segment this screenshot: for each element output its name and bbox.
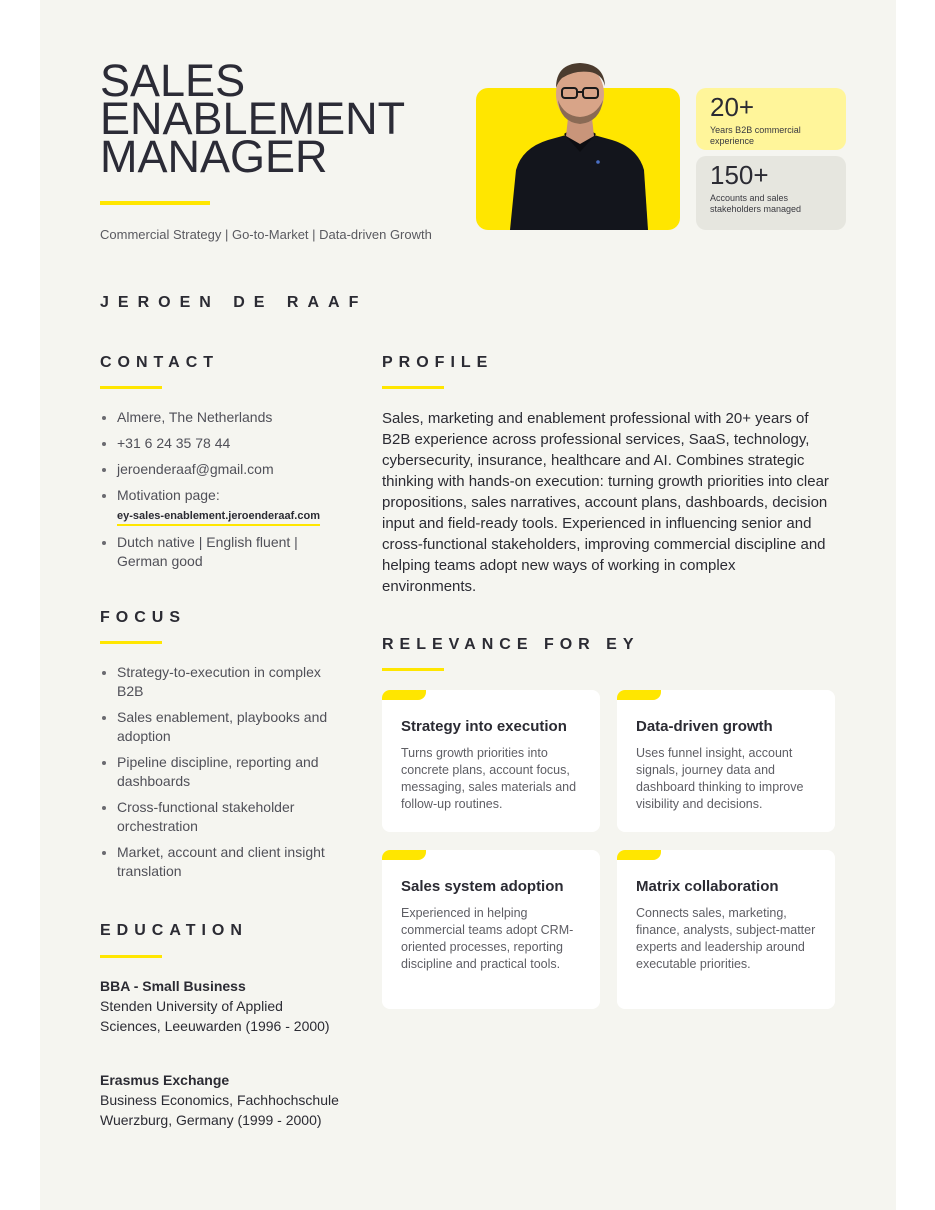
card-title: Data-driven growth xyxy=(636,718,773,735)
focus-heading: FOCUS xyxy=(100,609,186,626)
contact-list xyxy=(100,408,340,578)
candidate-name: JEROEN DE RAAF xyxy=(100,294,368,311)
contact-location: Almere, The Netherlands xyxy=(100,408,340,427)
focus-list xyxy=(100,663,340,888)
stat-number: 20+ xyxy=(710,92,755,122)
contact-heading: CONTACT xyxy=(100,354,220,371)
stat-accounts xyxy=(696,156,846,230)
job-title-line: MANAGER xyxy=(100,131,328,182)
profile-text: Sales, marketing and enablement professional with 20+ years of B2B experience across professional services, SaaS, technology, cybersecurity, insurance, healthcare and AI. Combines strategic thinking with hands-on execution: turning growth priorities into clear propositions, sales narratives, account plans, dashboards, decision input and field-ready tools. Experienced in influencing senior and cross-functional stakeholders, improving commercial discipline and helping teams adopt new ways of working in complex environments. xyxy=(382,410,829,595)
card-accent-tab xyxy=(617,690,661,700)
education-degree: BBA - Small Business xyxy=(100,978,246,994)
focus-item: Pipeline discipline, reporting and dashboards xyxy=(100,753,340,791)
motivation-label: Motivation page: xyxy=(117,487,220,503)
stat-experience xyxy=(696,88,846,150)
card-text: Experienced in helping commercial teams adopt CRM-oriented processes, reporting discipline and practical tools. xyxy=(401,906,574,971)
education-heading: EDUCATION xyxy=(100,922,248,939)
card-text: Turns growth priorities into concrete plans, account focus, messaging, sales materials and follow-up routines. xyxy=(401,746,577,811)
contact-accent-bar xyxy=(100,386,162,389)
motivation-link[interactable]: ey-sales-enablement.jeroenderaaf.com xyxy=(117,510,320,526)
contact-phone: +31 6 24 35 78 44 xyxy=(100,434,340,453)
relevance-accent-bar xyxy=(382,668,444,671)
card-accent-tab xyxy=(382,690,426,700)
focus-item: Sales enablement, playbooks and adoption xyxy=(100,708,340,746)
stat-caption: Accounts and sales stakeholders managed xyxy=(710,193,802,214)
education-entry xyxy=(100,1070,340,1130)
job-title xyxy=(100,55,460,182)
education-accent-bar xyxy=(100,955,162,958)
focus-item: Cross-functional stakeholder orchestration xyxy=(100,798,340,836)
profile-photo xyxy=(476,88,680,230)
resume-page xyxy=(40,0,896,1210)
card-title: Strategy into execution xyxy=(401,718,567,735)
job-title-line: ENABLEMENT xyxy=(100,93,406,144)
stat-number: 150+ xyxy=(710,160,769,190)
profile-heading: PROFILE xyxy=(382,354,494,371)
relevance-card xyxy=(617,690,835,832)
education-detail: Stenden University of Applied Sciences, Leeuwarden (1996 - 2000) xyxy=(100,998,330,1034)
card-text: Uses funnel insight, account signals, journey data and dashboard thinking to improve visibility and decisions. xyxy=(636,746,804,811)
card-accent-tab xyxy=(617,850,661,860)
card-accent-tab xyxy=(382,850,426,860)
focus-item: Strategy-to-execution in complex B2B xyxy=(100,663,340,701)
card-title: Matrix collaboration xyxy=(636,878,779,895)
relevance-card xyxy=(382,850,600,1009)
tagline: Commercial Strategy | Go-to-Market | Data-driven Growth xyxy=(100,227,432,242)
profile-accent-bar xyxy=(382,386,444,389)
contact-email: jeroenderaaf@gmail.com xyxy=(100,460,340,479)
job-title-line: SALES xyxy=(100,55,246,106)
relevance-card xyxy=(617,850,835,1009)
education-detail: Business Economics, Fachhochschule Wuerzburg, Germany (1999 - 2000) xyxy=(100,1092,339,1128)
education-entry xyxy=(100,976,340,1036)
relevance-card xyxy=(382,690,600,832)
relevance-heading: RELEVANCE FOR EY xyxy=(382,636,640,653)
contact-motivation xyxy=(100,486,340,526)
focus-accent-bar xyxy=(100,641,162,644)
focus-item: Market, account and client insight translation xyxy=(100,843,340,881)
card-text: Connects sales, marketing, finance, analysts, subject-matter experts and leadership around executable priorities. xyxy=(636,906,816,971)
contact-languages: Dutch native | English fluent | German good xyxy=(100,533,340,571)
education-degree: Erasmus Exchange xyxy=(100,1072,230,1088)
portrait-image xyxy=(476,60,680,230)
card-title: Sales system adoption xyxy=(401,878,564,895)
title-accent-bar xyxy=(100,201,210,205)
stat-caption: Years B2B commercial experience xyxy=(710,125,801,146)
